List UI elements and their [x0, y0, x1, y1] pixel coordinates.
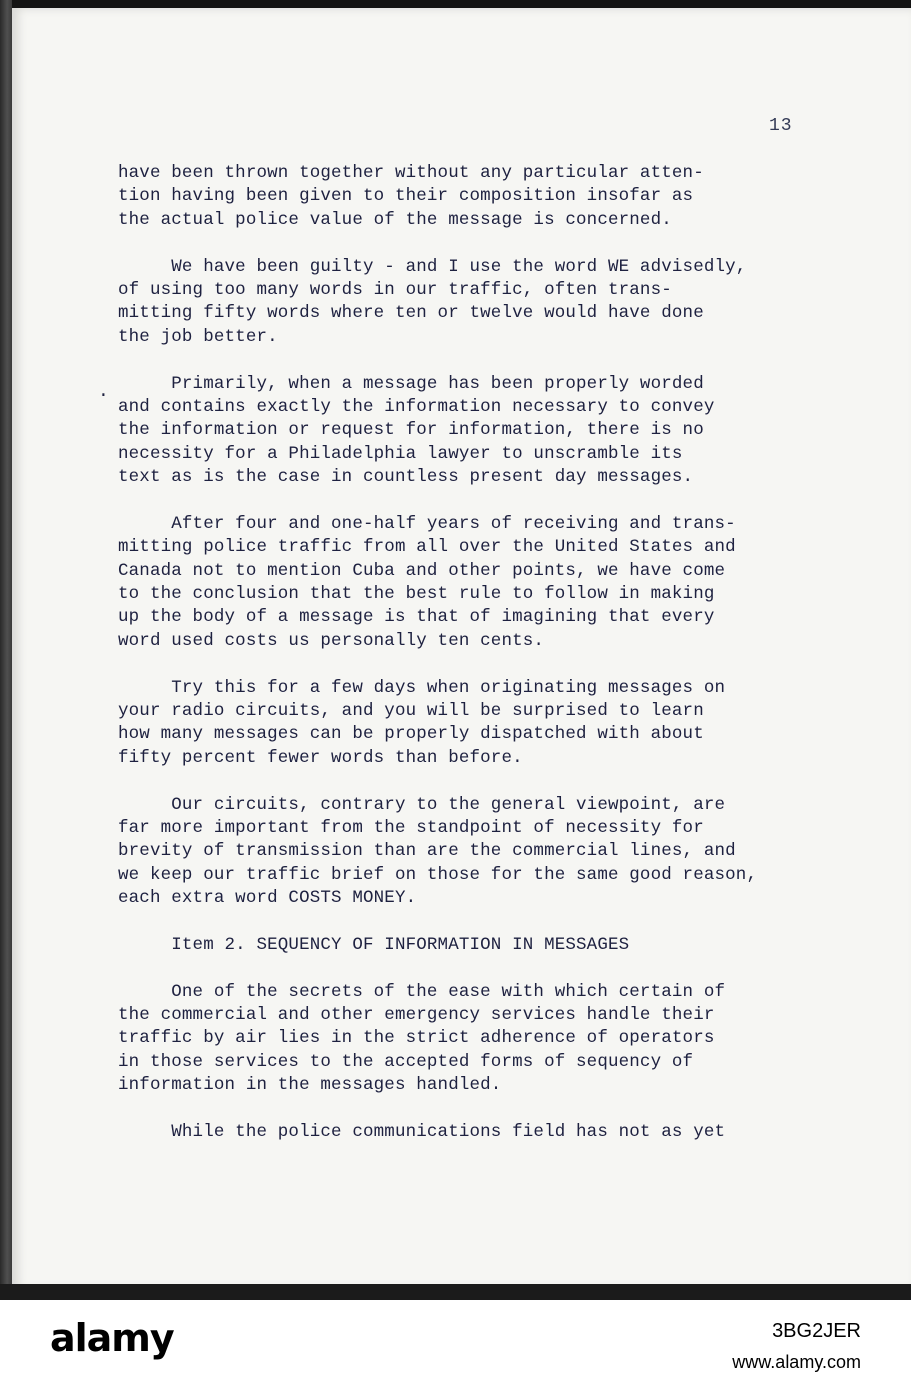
- text-line: mitting police traffic from all over the United States and: [118, 537, 736, 558]
- paragraph-gap: [118, 957, 757, 980]
- text-line: mitting fifty words where ten or twelve would have done: [118, 303, 704, 324]
- text-line: fifty percent fewer words than before.: [118, 747, 523, 768]
- text-line: information in the messages handled.: [118, 1075, 502, 1096]
- text-line: of using too many words in our traffic, often trans-: [118, 279, 672, 300]
- text-line: traffic by air lies in the strict adherence of operators: [118, 1028, 715, 1049]
- paragraph-gap: [118, 770, 757, 793]
- text-line: tion having been given to their composition insofar as: [118, 186, 694, 207]
- text-line: the job better.: [118, 326, 278, 347]
- margin-mark: .: [98, 382, 109, 402]
- paragraph-gap: [118, 911, 757, 934]
- text-line: how many messages can be properly dispatched with about: [118, 724, 704, 745]
- text-line: each extra word COSTS MONEY.: [118, 888, 417, 909]
- text-line: the actual police value of the message is concerned.: [118, 209, 672, 230]
- paragraph-gap: [118, 349, 757, 372]
- text-line: to the conclusion that the best rule to follow in making: [118, 584, 715, 605]
- paragraph-gap: [118, 232, 757, 255]
- text-line: We have been guilty - and I use the word WE advisedly,: [118, 256, 747, 277]
- text-line: Try this for a few days when originating messages on: [118, 677, 726, 698]
- text-line: the commercial and other emergency services handle their: [118, 1005, 715, 1026]
- paragraph-gap: [118, 653, 757, 676]
- text-line: we keep our traffic brief on those for the same good reason,: [118, 864, 758, 885]
- text-line: Our circuits, contrary to the general viewpoint, are: [118, 794, 726, 815]
- text-line: text as is the case in countless present day messages.: [118, 467, 694, 488]
- text-line: brevity of transmission than are the commercial lines, and: [118, 841, 736, 862]
- text-line: necessity for a Philadelphia lawyer to unscramble its: [118, 443, 683, 464]
- typewritten-body: [118, 162, 757, 1144]
- text-line: your radio circuits, and you will be surprised to learn: [118, 700, 704, 721]
- text-line: far more important from the standpoint of necessity for: [118, 817, 704, 838]
- paragraph-gap: [118, 1098, 757, 1121]
- watermark-url: www.alamy.com: [732, 1352, 861, 1372]
- text-line: have been thrown together without any particular atten-: [118, 163, 704, 183]
- paragraph-gap: [118, 489, 757, 512]
- watermark-image-id: 3BG2JER: [772, 1320, 861, 1342]
- text-line: While the police communications field has not as yet: [118, 1122, 726, 1143]
- page-bottom-edge: [0, 1284, 911, 1300]
- text-line: and contains exactly the information necessary to convey: [118, 396, 715, 417]
- text-line: Primarily, when a message has been properly worded: [118, 373, 704, 394]
- page-number: 13: [769, 116, 793, 136]
- text-line: the information or request for information, there is no: [118, 420, 704, 441]
- book-binding-edge: [0, 0, 12, 1300]
- text-line: After four and one-half years of receiving and trans-: [118, 513, 736, 534]
- text-line: word used costs us personally ten cents.: [118, 630, 545, 651]
- text-line: Canada not to mention Cuba and other points, we have come: [118, 560, 726, 581]
- text-line: in those services to the accepted forms of sequency of: [118, 1051, 694, 1072]
- watermark-logo: alamy: [50, 1316, 174, 1360]
- text-line: Item 2. SEQUENCY OF INFORMATION IN MESSAGES: [118, 934, 630, 955]
- text-line: up the body of a message is that of imagining that every: [118, 607, 715, 628]
- text-line: One of the secrets of the ease with which certain of: [118, 981, 726, 1002]
